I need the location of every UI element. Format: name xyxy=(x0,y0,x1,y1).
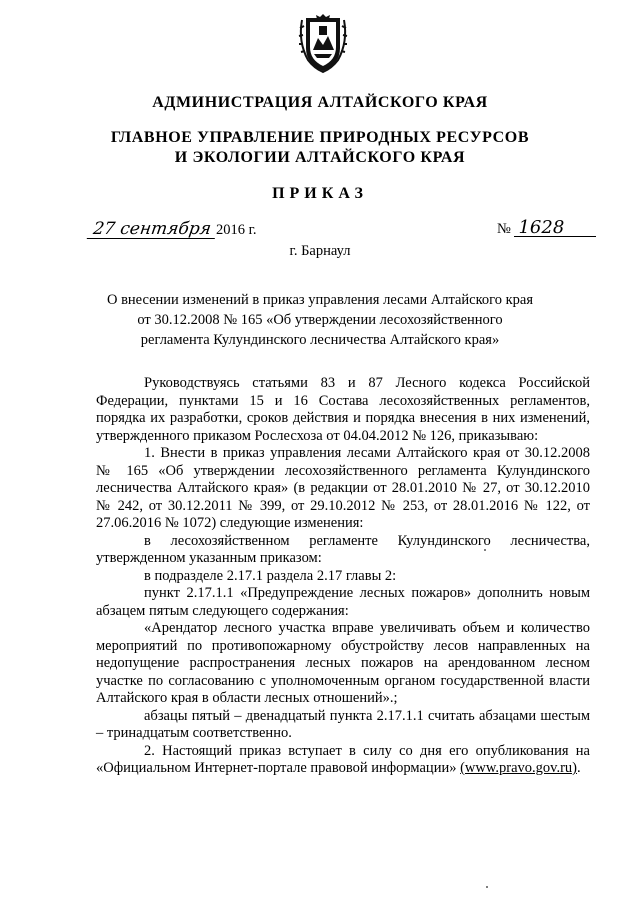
number-prefix: № xyxy=(497,221,511,237)
handwritten-number: 1628 xyxy=(514,219,596,237)
subject-line: О внесении изменений в приказ управления лесами Алтайского края xyxy=(106,292,534,308)
document-type: ПРИКАЗ xyxy=(272,185,368,202)
city: г. Барнаул xyxy=(289,243,351,259)
pravo-gov-link[interactable]: (www.pravo.gov.ru) xyxy=(460,760,577,776)
item-1-subparagraph: в подразделе 2.17.1 раздела 2.17 главы 2: xyxy=(144,567,397,584)
handwritten-date: 27 сентября xyxy=(87,221,218,239)
order-date xyxy=(88,221,257,239)
quoted-amendment: «Арендатор лесного участка вправе увеличивать объем и количество мероприятий по противопожарному обустройству лесов направленных на недопущение распространения лесных пожаров на арендованном лесном участке по согласованию с уполномоченным органом государственной власти Алтайского края в области лесных отношений».; xyxy=(96,620,590,706)
order-year: 2016 г. xyxy=(216,222,257,238)
item-1-subparagraph: абзацы пятый – двенадцатый пункта 2.17.1.1 считать абзацами шестым – тринадцатым соответственно. xyxy=(96,707,590,741)
department-title-line2: И ЭКОЛОГИИ АЛТАЙСКОГО КРАЯ xyxy=(174,149,466,166)
department-title-line1: ГЛАВНОЕ УПРАВЛЕНИЕ ПРИРОДНЫХ РЕСУРСОВ xyxy=(110,129,530,146)
organization-title: АДМИНИСТРАЦИЯ АЛТАЙСКОГО КРАЯ xyxy=(152,94,488,111)
item-1-subparagraph: в лесохозяйственном регламенте Кулундинского лесничества, утвержденном указанным приказом: xyxy=(96,532,590,566)
order-number xyxy=(497,219,596,238)
item-2-paragraph xyxy=(96,743,590,778)
preamble-paragraph: Руководствуясь статьями 83 и 87 Лесного кодекса Российской Федерации, пунктами 15 и 16 Состава лесохозяйственных регламентов, порядка их разработки, сроков действия и порядка внесения в них изменений, утвержденного приказом Рослесхоза от 04.04.2012 № 126, приказываю: xyxy=(96,375,590,444)
scan-speck xyxy=(486,886,488,888)
subject-line: от 30.12.2008 № 165 «Об утверждении лесохозяйственного xyxy=(137,312,503,328)
scan-speck xyxy=(484,549,486,551)
item-2-end: . xyxy=(577,760,581,776)
item-1-paragraph: 1. Внести в приказ управления лесами Алтайского края от 30.12.2008 № 165 «Об утверждении лесохозяйственного регламента Кулундинского лесничества Алтайского края» (в редакции от 28.01.2010 № 27, от 30.12.2010 № 242, от 30.12.2011 № 399, от 29.10.2012 № 253, от 28.01.2016 № 122, от 27.06.2016 № 1072) следующие изменения: xyxy=(96,445,590,531)
item-1-subparagraph: пункт 2.17.1.1 «Предупреждение лесных пожаров» дополнить новым абзацем пятым следующего содержания: xyxy=(96,585,590,619)
order-body xyxy=(96,375,590,778)
altai-krai-coat-of-arms-icon xyxy=(296,14,350,74)
order-subject xyxy=(0,290,640,350)
subject-line: регламента Кулундинского лесничества Алтайского края» xyxy=(140,332,500,348)
item-2-text: 2. Настоящий приказ вступает в силу со дня его опубликования на «Официальном Интернет-портале правовой информации» xyxy=(96,742,590,776)
